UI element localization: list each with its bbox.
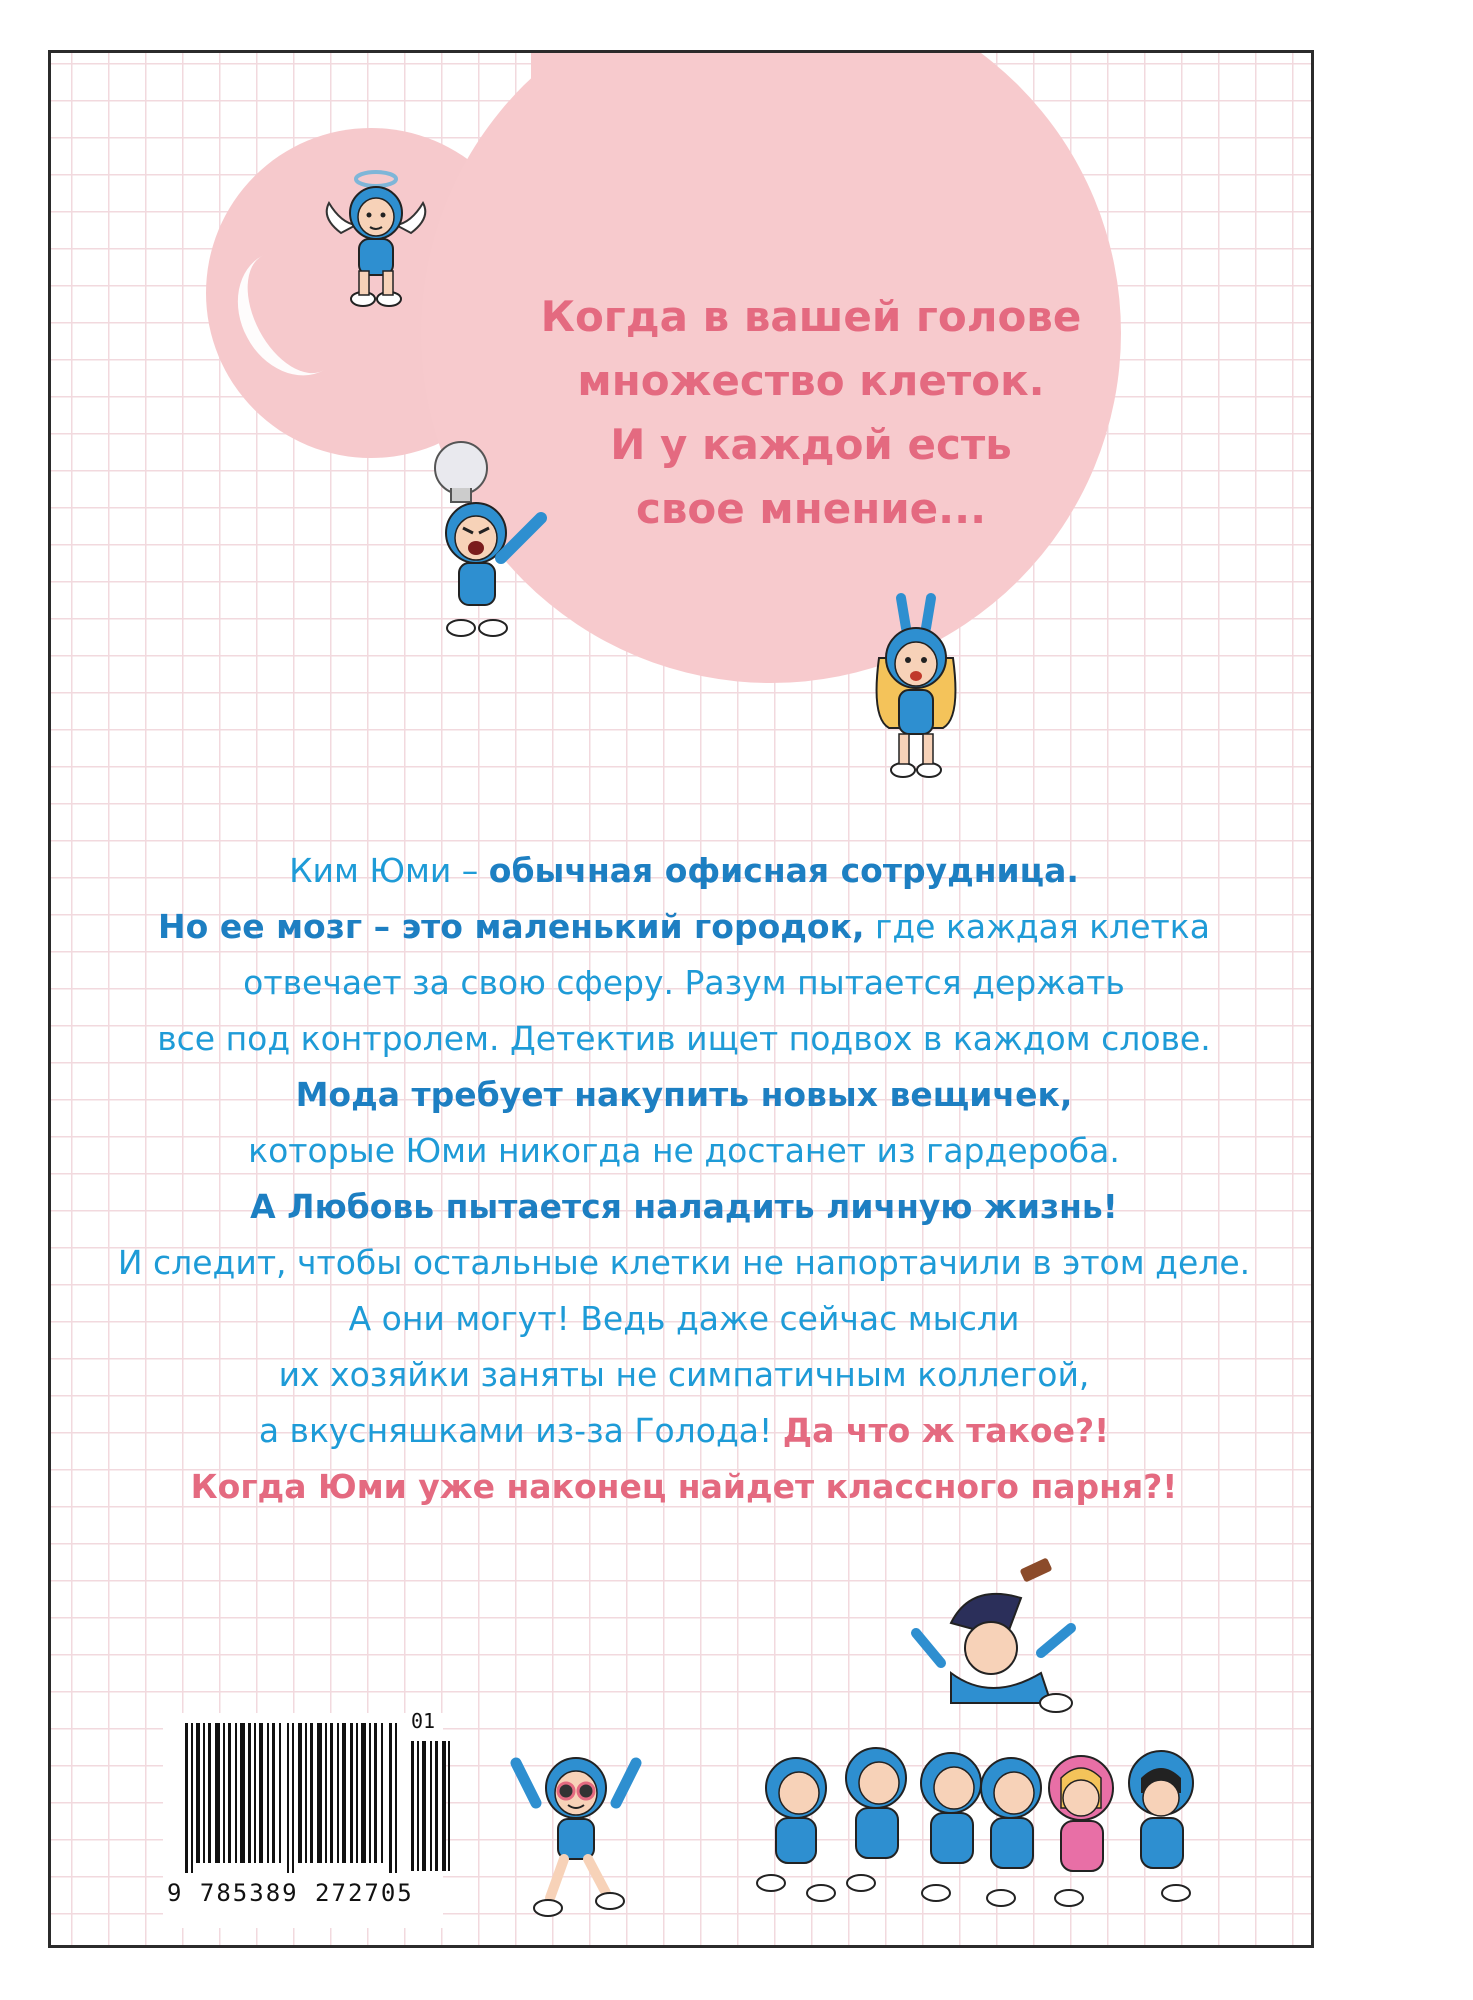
- synopsis-line-10: их хозяйки заняты не симпатичным коллегой,: [278, 1355, 1090, 1394]
- synopsis-line-8: И следит, чтобы остальные клетки не напортачили в этом деле.: [117, 1243, 1251, 1282]
- synopsis-line-1: Ким Юми – обычная офисная сотрудница.: [289, 851, 1079, 890]
- barcode-addon-number: 01: [411, 1709, 436, 1733]
- barcode-bars: [185, 1723, 400, 1873]
- tagline-line-1: Когда в вашей голове: [540, 292, 1082, 341]
- synopsis-line-2: Но ее мозг – это маленький городок, где каждая клетка: [158, 907, 1210, 946]
- tagline-line-4: свое мнение...: [635, 484, 987, 533]
- synopsis-line-3: отвечает за свою сферу. Разум пытается держать: [243, 963, 1125, 1002]
- synopsis-line-12: Когда Юми уже наконец найдет классного парня?!: [190, 1467, 1178, 1506]
- angel-cell-illustration: [321, 163, 431, 313]
- synopsis-line-6: которые Юми никогда не достанет из гардероба.: [248, 1131, 1120, 1170]
- cells-group-illustration: [751, 1553, 1251, 1923]
- synopsis-text: [111, 843, 1257, 1515]
- barcode-addon-bars: [411, 1741, 451, 1871]
- book-back-cover: [48, 50, 1314, 1948]
- synopsis-line-5: Мода требует накупить новых вещичек,: [295, 1075, 1073, 1114]
- synopsis-line-11: а вкусняшками из-за Голода! Да что ж такое?!: [258, 1411, 1110, 1450]
- isbn-number: 9 785389 272705: [167, 1879, 414, 1907]
- love-cell-illustration: [861, 588, 971, 788]
- bubble-tagline: [471, 285, 1151, 541]
- synopsis-line-7: А Любовь пытается наладить личную жизнь!: [250, 1187, 1118, 1226]
- judge-cell: [916, 1557, 1072, 1712]
- jumping-cell-illustration: [506, 1733, 646, 1933]
- angry-cell-illustration: [421, 438, 551, 648]
- isbn-barcode: [163, 1709, 443, 1928]
- synopsis-line-4: все под контролем. Детектив ищет подвох в каждом слове.: [157, 1019, 1211, 1058]
- synopsis-line-9: А они могут! Ведь даже сейчас мысли: [348, 1299, 1020, 1338]
- tagline-line-2: множество клеток.: [577, 356, 1045, 405]
- tagline-line-3: И у каждой есть: [610, 420, 1012, 469]
- running-cells: [757, 1748, 1193, 1906]
